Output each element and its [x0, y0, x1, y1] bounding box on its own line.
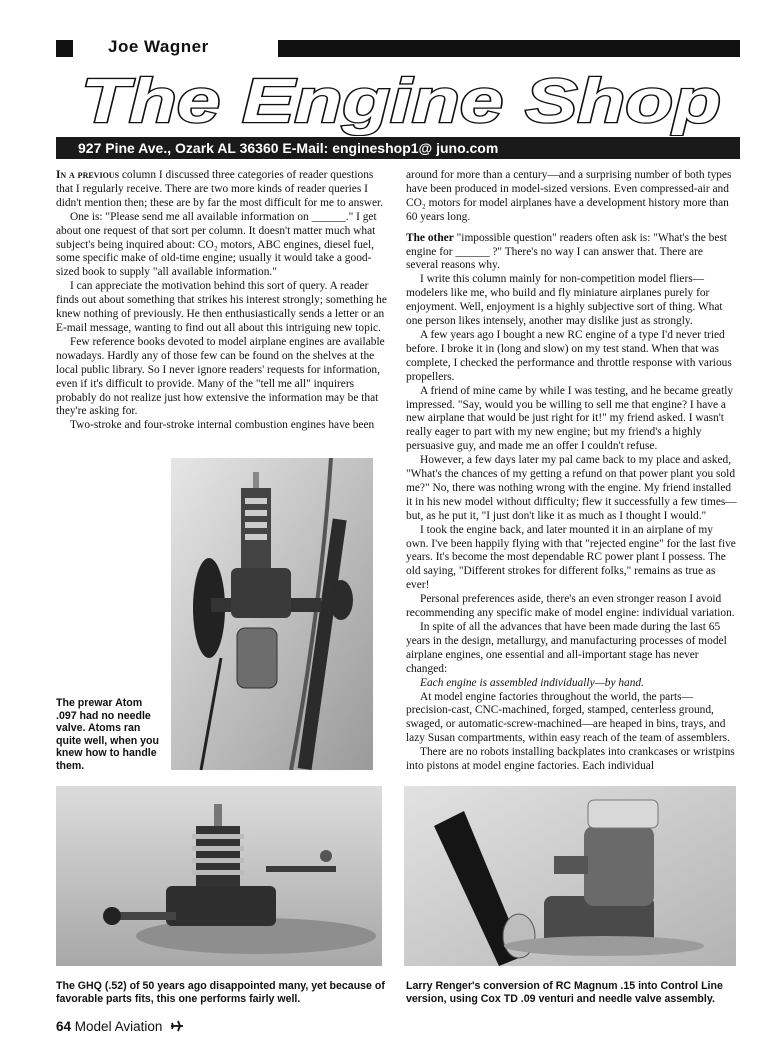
renger-caption: Larry Renger's conversion of RC Magnum .15 into Control Line version, using Cox TD .09 venturi and needle valve assembly.: [406, 980, 723, 1005]
paragraph-7: The other "impossible question" readers often ask is: "What's the best engine for ______ ?" There's no way I can answer that. There are several reasons why.: [406, 231, 727, 272]
paragraph-2: One is: "Please send me all available information on ______." I get about one request of that sort per column. It doesn't matter much what subject's being inquired about: CO₂ motors, ABC engines, diesel fuel, some specific make of old-time engine; usually it would take a good-sized book to supply "all available information.": [56, 210, 377, 279]
paragraph-10: A friend of mine came by while I was testing, and he became greatly impressed. "Say, would you be willing to sell me that engine? I have a new airplane that would be just right for it!" my friend asked. I wasn't really eager to part with my new engine; but my friend's a highly persuasive guy, and made me an offer I couldn't refuse.: [406, 384, 734, 453]
paragraph-9: A few years ago I bought a new RC engine of a type I'd never tried before. I broke it in (long and slow) on my test stand. When that was complete, I checked the performance and throttle response with various propellers.: [406, 328, 732, 383]
magnum-engine-photo: [404, 786, 736, 966]
paragraph-15: Each engine is assembled individually—by hand.: [420, 676, 644, 689]
paragraph-6: around for more than a century—and a surprising number of both types have been produced in model-sized versions. Even compressed-air and CO₂ motors for model airplanes have a development history more than 60 years long.: [406, 169, 732, 223]
header-right-bar: [278, 40, 740, 57]
paragraph-4: Few reference books devoted to model airplane engines are available nowadays. Hardly any of those few can be found on the shelves at the local public library. So I never ignore readers' requests for information, even if it's difficult to provide. Many of the "tell me all" inquirers probably do not realize just how extensive the information may be that they're asking for.: [56, 335, 385, 418]
header-left-block: [56, 40, 73, 57]
paragraph-3: I can appreciate the motivation behind this sort of query. A reader finds out about something that strikes his interest strongly; something he knew nothing of previously. He then enthusiastically sends a letter or an E-mail message, wanting to find out all about this intriguing new topic.: [56, 280, 387, 334]
address-bar: 927 Pine Ave., Ozark AL 36360 E-Mail: engineshop1@ juno.com: [56, 137, 740, 159]
ghq-caption: The GHQ (.52) of 50 years ago disappointed many, yet because of favorable parts fits, this one performs fairly well.: [56, 980, 385, 1005]
paragraph-13: Personal preferences aside, there's an even stronger reason I avoid recommending any specific make of model engine: individual variation.: [406, 593, 735, 620]
paragraph-5: Two-stroke and four-stroke internal combustion engines have been: [70, 419, 375, 432]
lead-in: In a previous: [56, 169, 120, 181]
paragraph-1: In a previous column I discussed three categories of reader questions that I regularly receive. There are two more kinds of reader queries I didn't mention then; these are by far the most difficult for me to answer.: [56, 169, 384, 209]
page-footer: [56, 1019, 184, 1034]
paragraph-12: I took the engine back, and later mounted it in an airplane of my own. I've been happily flying with that "rejected engine" for the last five years. It's become the most dependable RC power plant I possess. The old saying, "Different strokes for different folks," remains as true as ever!: [406, 523, 736, 592]
author-name: Joe Wagner: [108, 37, 209, 56]
column-title-text: The Engine Shop: [81, 67, 721, 136]
airplane-icon: [170, 1020, 184, 1032]
paragraph-14: In spite of all the advances that have been made during the last 65 years in the design, metallurgy, and manufacturing processes of model airplane engines, one essential and all-important stage has never changed:: [406, 621, 727, 675]
right-column: [406, 169, 738, 774]
subhead-lead: The other: [406, 231, 454, 244]
left-column: [56, 169, 388, 433]
paragraph-11: However, a few days later my pal came back to my place and asked, "What's the chances of my getting a refund on that power plant you sold me?" No, there was nothing wrong with the engine. My friend installed it in his new model without difficulty; flew it successfully a few times—but, as he put it, "I just don't like it as much as I thought I would.": [406, 454, 737, 522]
page-number: 64: [56, 1019, 72, 1034]
atom-engine-photo: [171, 458, 373, 770]
column-title: [56, 64, 746, 136]
paragraph-17: There are no robots installing backplates into crankcases or wristpins into pistons at model engine factories. Each individual: [406, 746, 735, 773]
atom-caption: The prewar Atom .097 had no needle valve. Atoms ran quite well, when you knew how to handle them.: [56, 697, 160, 772]
paragraph-8: I write this column mainly for non-competition model fliers—modelers like me, who build and fly miniature airplanes purely for enjoyment. Well, enjoyment is a highly subjective sort of thing. What one person likes intensely, another may dislike just as strongly.: [406, 273, 723, 328]
ghq-engine-photo: [56, 786, 382, 966]
paragraph-16: At model engine factories throughout the world, the parts—precision-cast, CNC-machined, forged, stamped, centerless ground, swaged, or automatic-screw-machined—are heaped in bins, trays, and lazy Susan compartments, within easy reach of the team of assemblers.: [406, 690, 730, 745]
magazine-name: Model Aviation: [74, 1019, 163, 1034]
